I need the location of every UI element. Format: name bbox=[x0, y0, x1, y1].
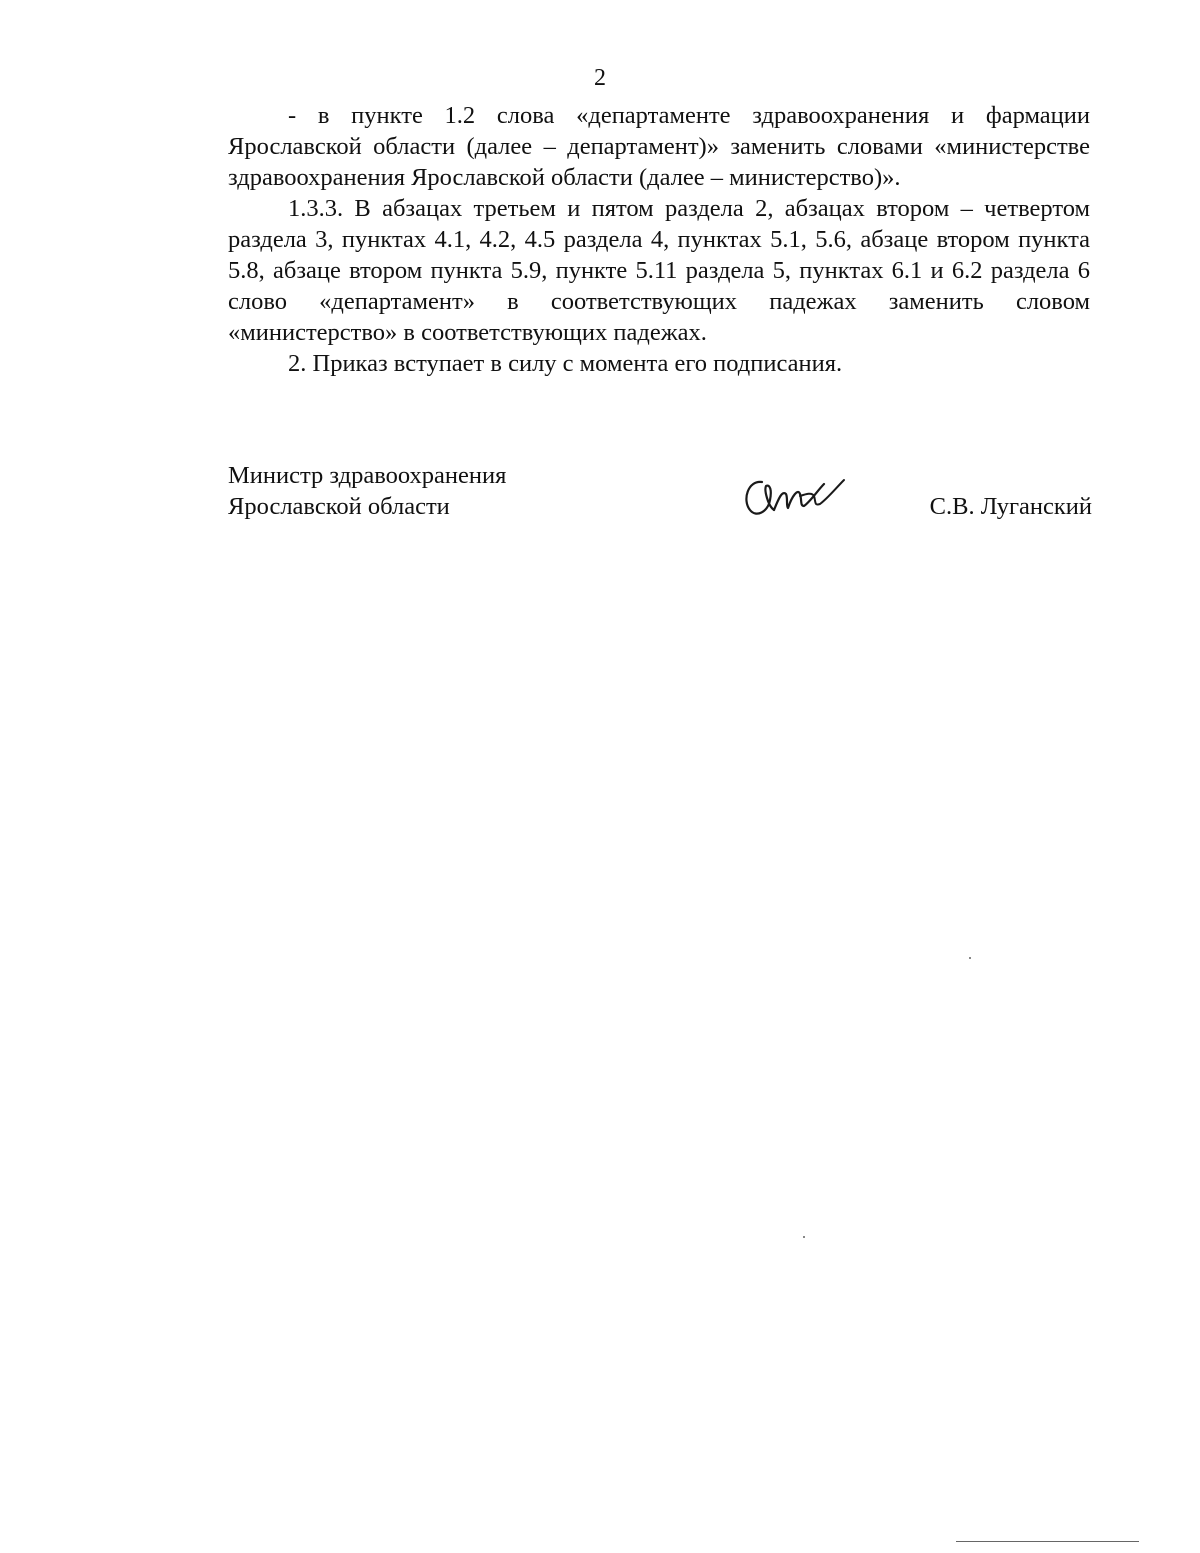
signatory-title bbox=[228, 460, 506, 522]
signatory-name: С.В. Луганский bbox=[929, 493, 1092, 520]
handwritten-signature bbox=[740, 466, 850, 518]
paragraph-amendment-1-3-3: 1.3.3. В абзацах третьем и пятом раздела 2, абзацах втором – четвертом раздела 3, пунктах 4.1, 4.2, 4.5 раздела 4, пунктах 5.1, 5.6, абзаце втором пункта 5.8, абзаце втором пункта 5.9, пункте 5.11 раздела 5, пунктах 6.1 и 6.2 раздела 6 слово «департамент» в соответствующих падежах заменить словом «министерство» в соответствующих падежах. bbox=[228, 195, 1090, 346]
signature-block bbox=[228, 460, 1092, 530]
scan-speck bbox=[803, 1236, 805, 1238]
scan-speck bbox=[969, 957, 971, 959]
signatory-title-line-2: Ярославской области bbox=[228, 493, 450, 520]
paragraph-effective-date: 2. Приказ вступает в силу с момента его подписания. bbox=[288, 350, 843, 377]
page-number: 2 bbox=[594, 65, 606, 91]
scan-artifact-line bbox=[956, 1541, 1139, 1542]
document-body bbox=[228, 100, 1090, 379]
paragraph-amendment-1-2: - в пункте 1.2 слова «департаменте здравоохранения и фармации Ярославской области (далее – департамент)» заменить словами «министерстве здравоохранения Ярославской области (далее – министерство)». bbox=[228, 102, 1090, 191]
signatory-title-line-1: Министр здравоохранения bbox=[228, 462, 507, 489]
